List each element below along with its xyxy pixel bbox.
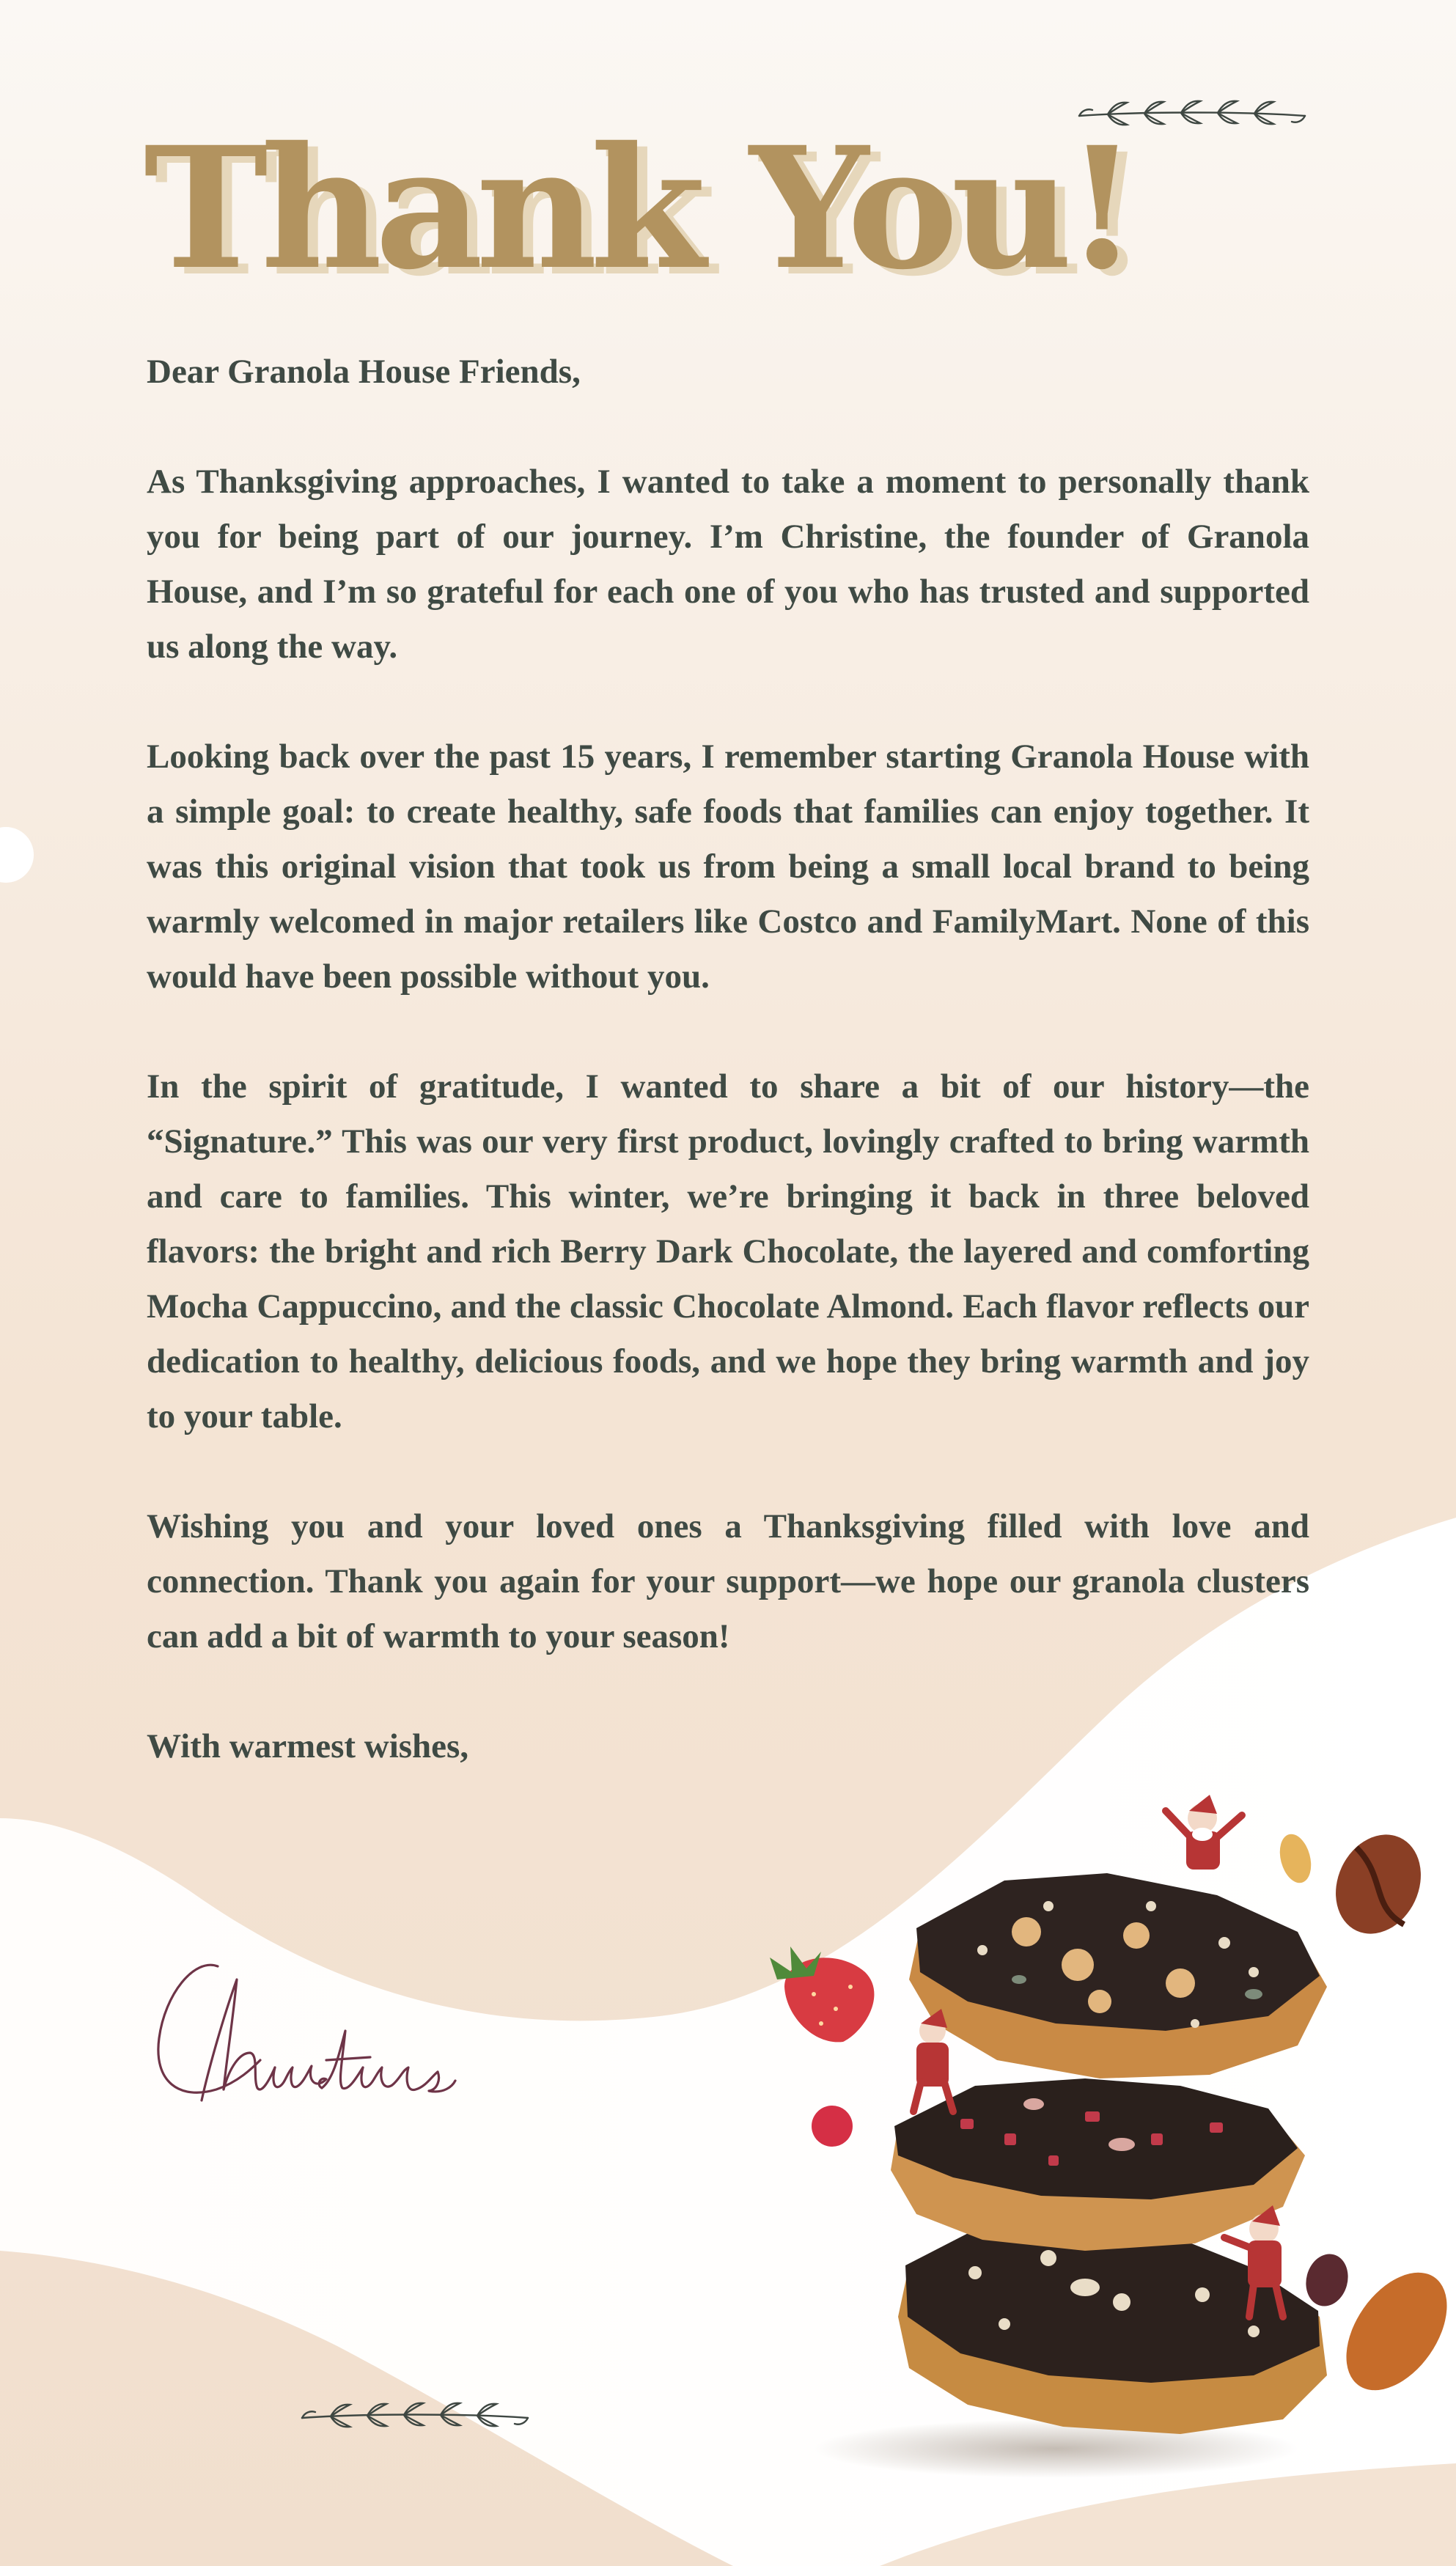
coffee-bean-icon	[1320, 1820, 1437, 1947]
greeting: Dear Granola House Friends,	[147, 353, 581, 391]
paragraph-intro: As Thanksgiving approaches, I wanted to take a moment to personally thank you for being part of our journey. I’m Christine, the founder of Granola House, and I’m so grateful for each one of you who has trusted and supported us along the way.	[147, 463, 1309, 666]
almond-icon	[1275, 1831, 1316, 1886]
paragraph-wishes: Wishing you and your loved ones a Thanksgiving filled with love and connection. Thank you again for your support—we hope our granola clusters can add a bit of warmth to your season!	[147, 1507, 1309, 1655]
paragraph-history: Looking back over the past 15 years, I remember starting Granola House with a simple goal: to create healthy, safe foods that families can enjoy together. It was this original vision that took us from being a small local brand to being warmly welcomed in major retailers like Costco and FamilyMart. None of this would have been possible without you.	[147, 738, 1309, 996]
signature	[150, 1950, 458, 2126]
closing: With warmest wishes,	[147, 1727, 469, 1765]
letter-body	[147, 345, 1309, 1829]
strawberry-icon	[770, 1946, 874, 2042]
page-title: Thank You!	[144, 110, 1132, 306]
raspberry-icon	[812, 2106, 853, 2147]
santa-icon	[1166, 1795, 1242, 1870]
granola-cluster-top	[909, 1873, 1327, 2078]
raspberry-icon	[1301, 2249, 1354, 2311]
laurel-branch-icon	[297, 2396, 533, 2437]
paragraph-signature-product: In the spirit of gratitude, I wanted to share a bit of our history—the “Signature.” This was our very first product, lovingly crafted to bring warmth and care to families. This winter, we’re bringing it back in three beloved flavors: the bright and rich Berry Dark Chocolate, the layered and comforting Mocha Cappuccino, and the classic Chocolate Almond. Each flavor reflects our dedication to healthy, delicious foods, and we hope they bring warmth and joy to your table.	[147, 1067, 1309, 1435]
granola-clusters-illustration	[740, 1789, 1456, 2493]
